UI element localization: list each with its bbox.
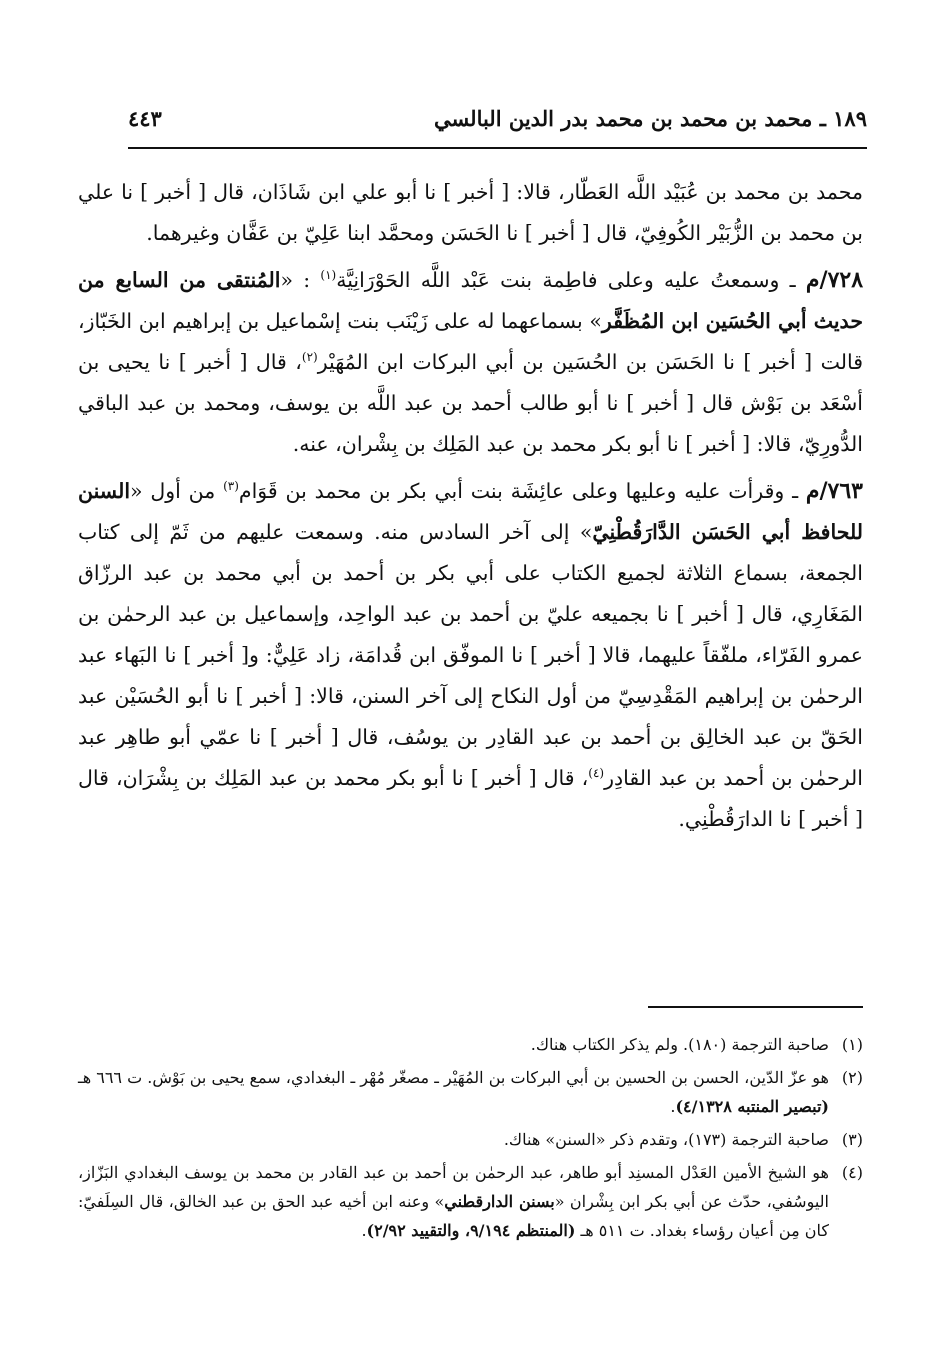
- footnote-text-part: هو عزّ الدّين، الحسن بن الحسين بن أبي البركات بن المُهَيْر ـ مصغّر مُهْر ـ البغدادي، سمع يحيى بن بَوْش. ت ٦٦٦ هـ: [78, 1068, 829, 1087]
- footnote-ref-3: (٣): [223, 479, 239, 494]
- entry-text: ، قال [ أخبر ] نا يحيى بن أسْعَد بن بَوْش قال [ أخبر ] نا أبو طالب أحمد بن عبد اللَّه بن يوسف، ومحمد بن عبد الباقي الدُّورِيّ، قالا: [ أخبر ] نا أبو بكر محمد بن عبد المَلِك بن بِشْران، عنه.: [78, 350, 863, 456]
- footnote-number: (٢): [841, 1068, 863, 1087]
- entry-number: ٧٢٨/م: [805, 267, 864, 293]
- footnote-number: (٤): [841, 1163, 863, 1182]
- footnote-3: [78, 1125, 863, 1154]
- footnote-source: (المنتظم ٩/١٩٤، والتقييد ٢/٩٢): [366, 1221, 576, 1240]
- footnote-text-part: هو الشيخ الأمين العَدْل المسنِد أبو طاهر، عبد الرحمٰن بن أحمد بن عبد القادر بن محمد بن يوسف البغدادي البَزّاز، اليوسُفي، حدّث عن أبي بكر ابن بِشْران «: [78, 1163, 829, 1211]
- footnote-text: صاحبة الترجمة (١٧٣)، وتقدم ذكر «السنن» هناك.: [503, 1130, 829, 1149]
- main-text: [78, 172, 863, 846]
- entry-number: ٧٦٣/م: [805, 478, 863, 504]
- entry-text: ، قال [ أخبر ] نا أبو بكر محمد بن عبد المَلِك بن بِشْرَان، قال [ أخبر ] نا الدارَقُطْنِي.: [78, 766, 863, 831]
- footnote-text-part: .: [361, 1221, 367, 1240]
- footnote-text: صاحبة الترجمة (١٨٠). ولم يذكر الكتاب هناك.: [530, 1035, 829, 1054]
- footnote-ref-2: (٢): [301, 350, 318, 365]
- entry-text: » بسماعهما له على زَيْنَب بنت إسْماعيل بن إبراهيم ابن الخَبّاز، قالت [ أخبر ] نا الحَسَن بن الحُسَين بن أبي البركات ابن المُهَيْر: [78, 309, 863, 374]
- paragraph-763: [78, 471, 863, 840]
- entry-text: من أول «: [130, 479, 224, 503]
- book-title: السنن للحافظ أبي الحَسَن الدَّارَقُطْنِيّ: [78, 479, 863, 544]
- running-head: [128, 98, 867, 138]
- paragraph-728: [78, 260, 863, 465]
- footnote-ref-4: (٤): [588, 766, 605, 781]
- footnote-text-part: .: [670, 1097, 676, 1116]
- entry-text: : «: [280, 268, 321, 292]
- footnote-1: [78, 1030, 863, 1059]
- footnote-source: (تبصير المنتبه ٤/١٣٢٨): [675, 1097, 829, 1116]
- paragraph-1: [78, 172, 863, 254]
- paragraph-1-text: محمد بن محمد بن عُبَيْد اللَّه العَطّار، قالا: [ أخبر ] نا أبو علي ابن شَاذَان، قال [ أخبر ] نا علي بن محمد بن الزُّبَيْر الكُوفِيّ، قال [ أخبر ] نا الحَسَن ومحمَّد ابنا عَلِيّ بن عَفَّان وغيرهما.: [78, 180, 863, 245]
- entry-text: » إلى آخر السادس منه. وسمعت عليهم من ثَمّ إلى كتاب الجمعة، بسماع الثلاثة لجميع الكتاب على أبي بكر بن أحمد بن أبي محمد بن عبد الرزّاق المَغَارِي، قال [ أخبر ] نا بجميعه عليّ بن أحمد بن عبد الواحِد، وإسماعيل بن عبد الرحمٰن بن عمرو الفَرّاء، ملفّقاً عليهما، قالا [ أخبر ] نا الموفّق ابن قُدامَة، زاد عَلِيٌّ: و[ أخبر ] نا البَهاء عبد الرحمٰن بن إبراهيم المَقْدِسِيّ من أول النكاح إلى آخر السنن، قالا: [ أخبر ] نا أبو الحُسَيْن عبد الحَقّ بن عبد الخالِق بن أحمد بن عبد القادِر بن يوسُف، قال [ أخبر ] نا عمّي أبو طاهِر عبد الرحمٰن بن أحمد بن عبد القادِر: [78, 520, 863, 790]
- footnote-number: (٣): [841, 1130, 863, 1149]
- footnote-4: [78, 1158, 863, 1245]
- header-rule: [128, 147, 867, 149]
- footnote-text-part: » وعنه ابن أخيه عبد الحق بن عبد الخالق، قال السِلَفيّ: كان مِن أعيان رؤساء بغداد. ت ٥١١ هـ: [78, 1192, 829, 1240]
- page-number: ٤٤٣: [128, 105, 162, 131]
- footnotes: [78, 1030, 863, 1249]
- footnote-rule: [648, 1006, 863, 1008]
- entry-text: ـ وقرأت عليه وعليها وعلى عائِشَة بنت أبي بكر بن محمد بن قَوَام: [238, 479, 806, 503]
- footnote-ref-1: (١): [320, 268, 337, 283]
- footnote-book-title: بسنن الدارقطني: [444, 1192, 555, 1211]
- entry-text: ـ وسمعتُ عليه وعلى فاطِمة بنت عَبْد اللَّه الحَوْرَانِيَّة: [336, 268, 806, 292]
- chapter-title: ١٨٩ ـ محمد بن محمد بن محمد بدر الدين البالسي: [433, 105, 867, 131]
- footnote-number: (١): [841, 1035, 863, 1054]
- footnote-text: [78, 1063, 829, 1121]
- footnote-text: [78, 1158, 829, 1245]
- footnote-2: [78, 1063, 863, 1121]
- book-title: المُنتقى من السابع من حديث أبي الحُسَين ابن المُظَفَّر: [78, 268, 863, 333]
